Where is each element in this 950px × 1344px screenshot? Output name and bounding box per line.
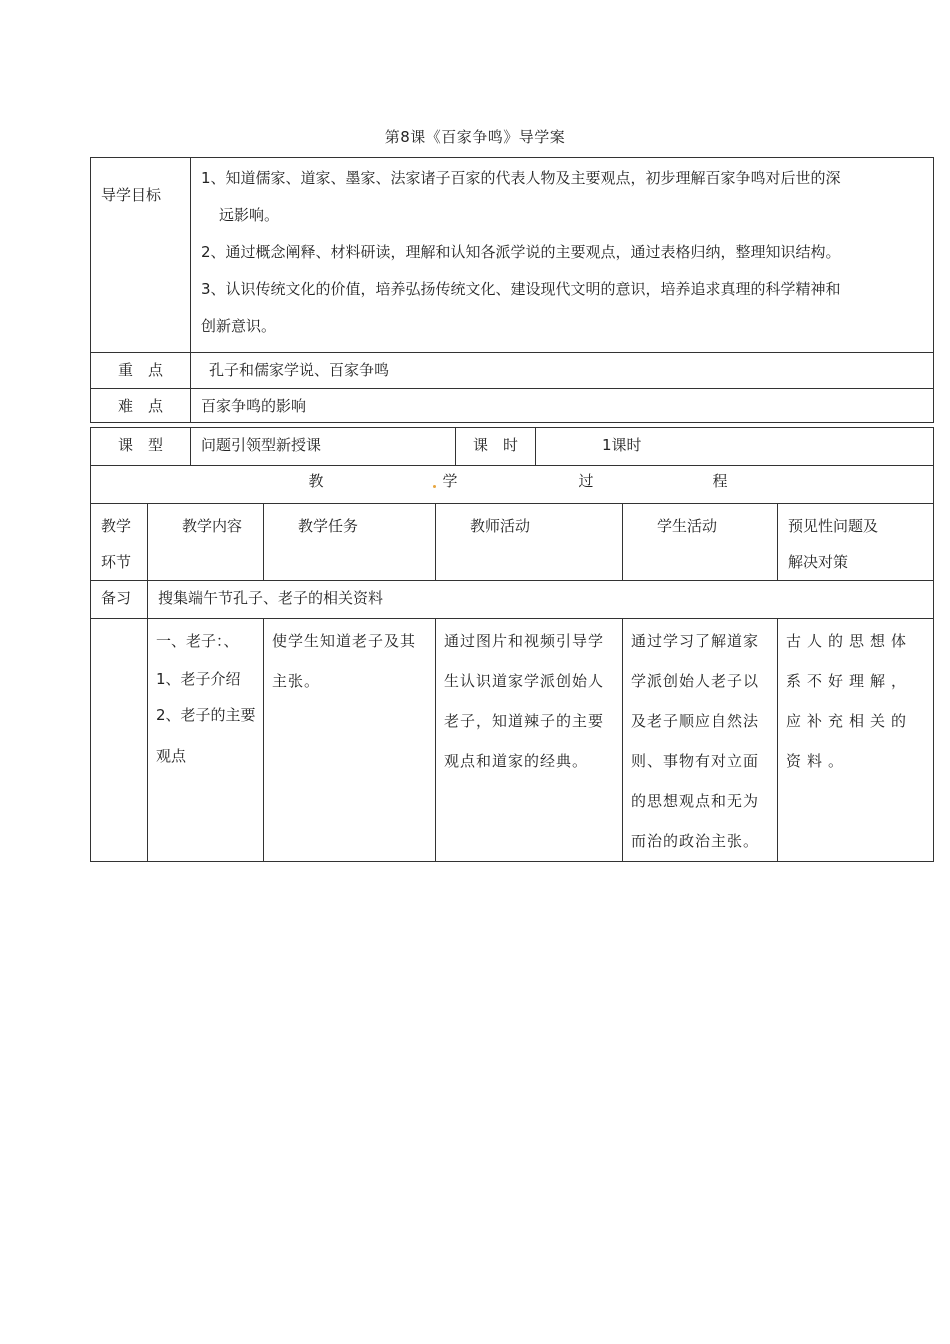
col-teacher: 教师活动 (436, 504, 623, 581)
mark-dot (433, 485, 436, 488)
process-header (91, 466, 934, 504)
goals-row (91, 158, 934, 353)
col-strategy: 预见性问题及 解决对策 (778, 504, 934, 581)
difficulty-label: 难 点 (91, 389, 191, 423)
review-value: 搜集端午节孔子、老子的相关资料 (148, 581, 934, 619)
lesson-row (91, 619, 934, 862)
content-line-4: 观点 (156, 747, 187, 765)
content-line-3: 2、老子的主要 (156, 706, 256, 724)
page-title: 第8课《百家争鸣》导学案 (384, 128, 566, 146)
student-cell: 通过学习了解道家学派创始人老子以及老子顺应自然法则、事物有对立面的思想观点和无为而治的政治主张。 (623, 619, 778, 862)
goal-line-2: 2、通过概念阐释、材料研读，理解和认知各派学说的主要观点，通过表格归纳，整理知识结构。 (201, 243, 841, 261)
col-stage: 教学 环节 (91, 504, 148, 581)
task-cell: 使学生知道老子及其主张。 (264, 619, 436, 862)
focus-value: 孔子和儒家学说、百家争鸣 (191, 353, 934, 389)
teacher-cell: 通过图片和视频引导学生认识道家学派创始人老子，知道辣子的主要观点和道家的经典。 (436, 619, 623, 862)
goals-label: 导学目标 (91, 158, 191, 353)
strategy-cell: 古人的思想体系不好理解，应补充相关的资料。 (778, 619, 934, 862)
lesson-type-value: 问题引领型新授课 (191, 428, 456, 466)
columns-row (91, 504, 934, 581)
difficulty-value: 百家争鸣的影响 (191, 389, 934, 423)
process-table (90, 503, 934, 862)
stage-cell (91, 619, 148, 862)
content-line-1: 一、老子：、 (156, 632, 239, 650)
review-label: 备习 (91, 581, 148, 619)
process-char-1: 教 (308, 472, 324, 490)
goal-line-1: 1、知道儒家、道家、墨家、法家诸子百家的代表人物及主要观点，初步理解百家争鸣对后世的深 (201, 169, 841, 187)
goals-content (191, 158, 934, 353)
lesson-type-row (91, 428, 934, 466)
difficulty-row (91, 389, 934, 423)
hours-label: 课 时 (456, 428, 536, 466)
hours-value: 1课时 (536, 428, 934, 466)
goal-line-3: 3、认识传统文化的价值，培养弘扬传统文化、建设现代文明的意识，培养追求真理的科学精神和 (201, 280, 841, 298)
focus-label: 重 点 (91, 353, 191, 389)
col-student: 学生活动 (623, 504, 778, 581)
header-table (90, 157, 934, 423)
col-task: 教学任务 (264, 504, 436, 581)
lesson-type-label: 课 型 (91, 428, 191, 466)
review-row (91, 581, 934, 619)
process-char-3: 过 (578, 472, 594, 490)
type-table (90, 427, 934, 504)
goal-line-1-cont: 远影响。 (219, 206, 280, 224)
focus-row (91, 353, 934, 389)
process-char-4: 程 (712, 472, 728, 490)
content-cell (148, 619, 264, 862)
process-char-2: 学 (442, 472, 458, 490)
col-content: 教学内容 (148, 504, 264, 581)
process-header-row (91, 466, 934, 504)
goal-line-3-cont: 创新意识。 (201, 317, 277, 335)
content-line-2: 1、老子介绍 (156, 670, 241, 688)
